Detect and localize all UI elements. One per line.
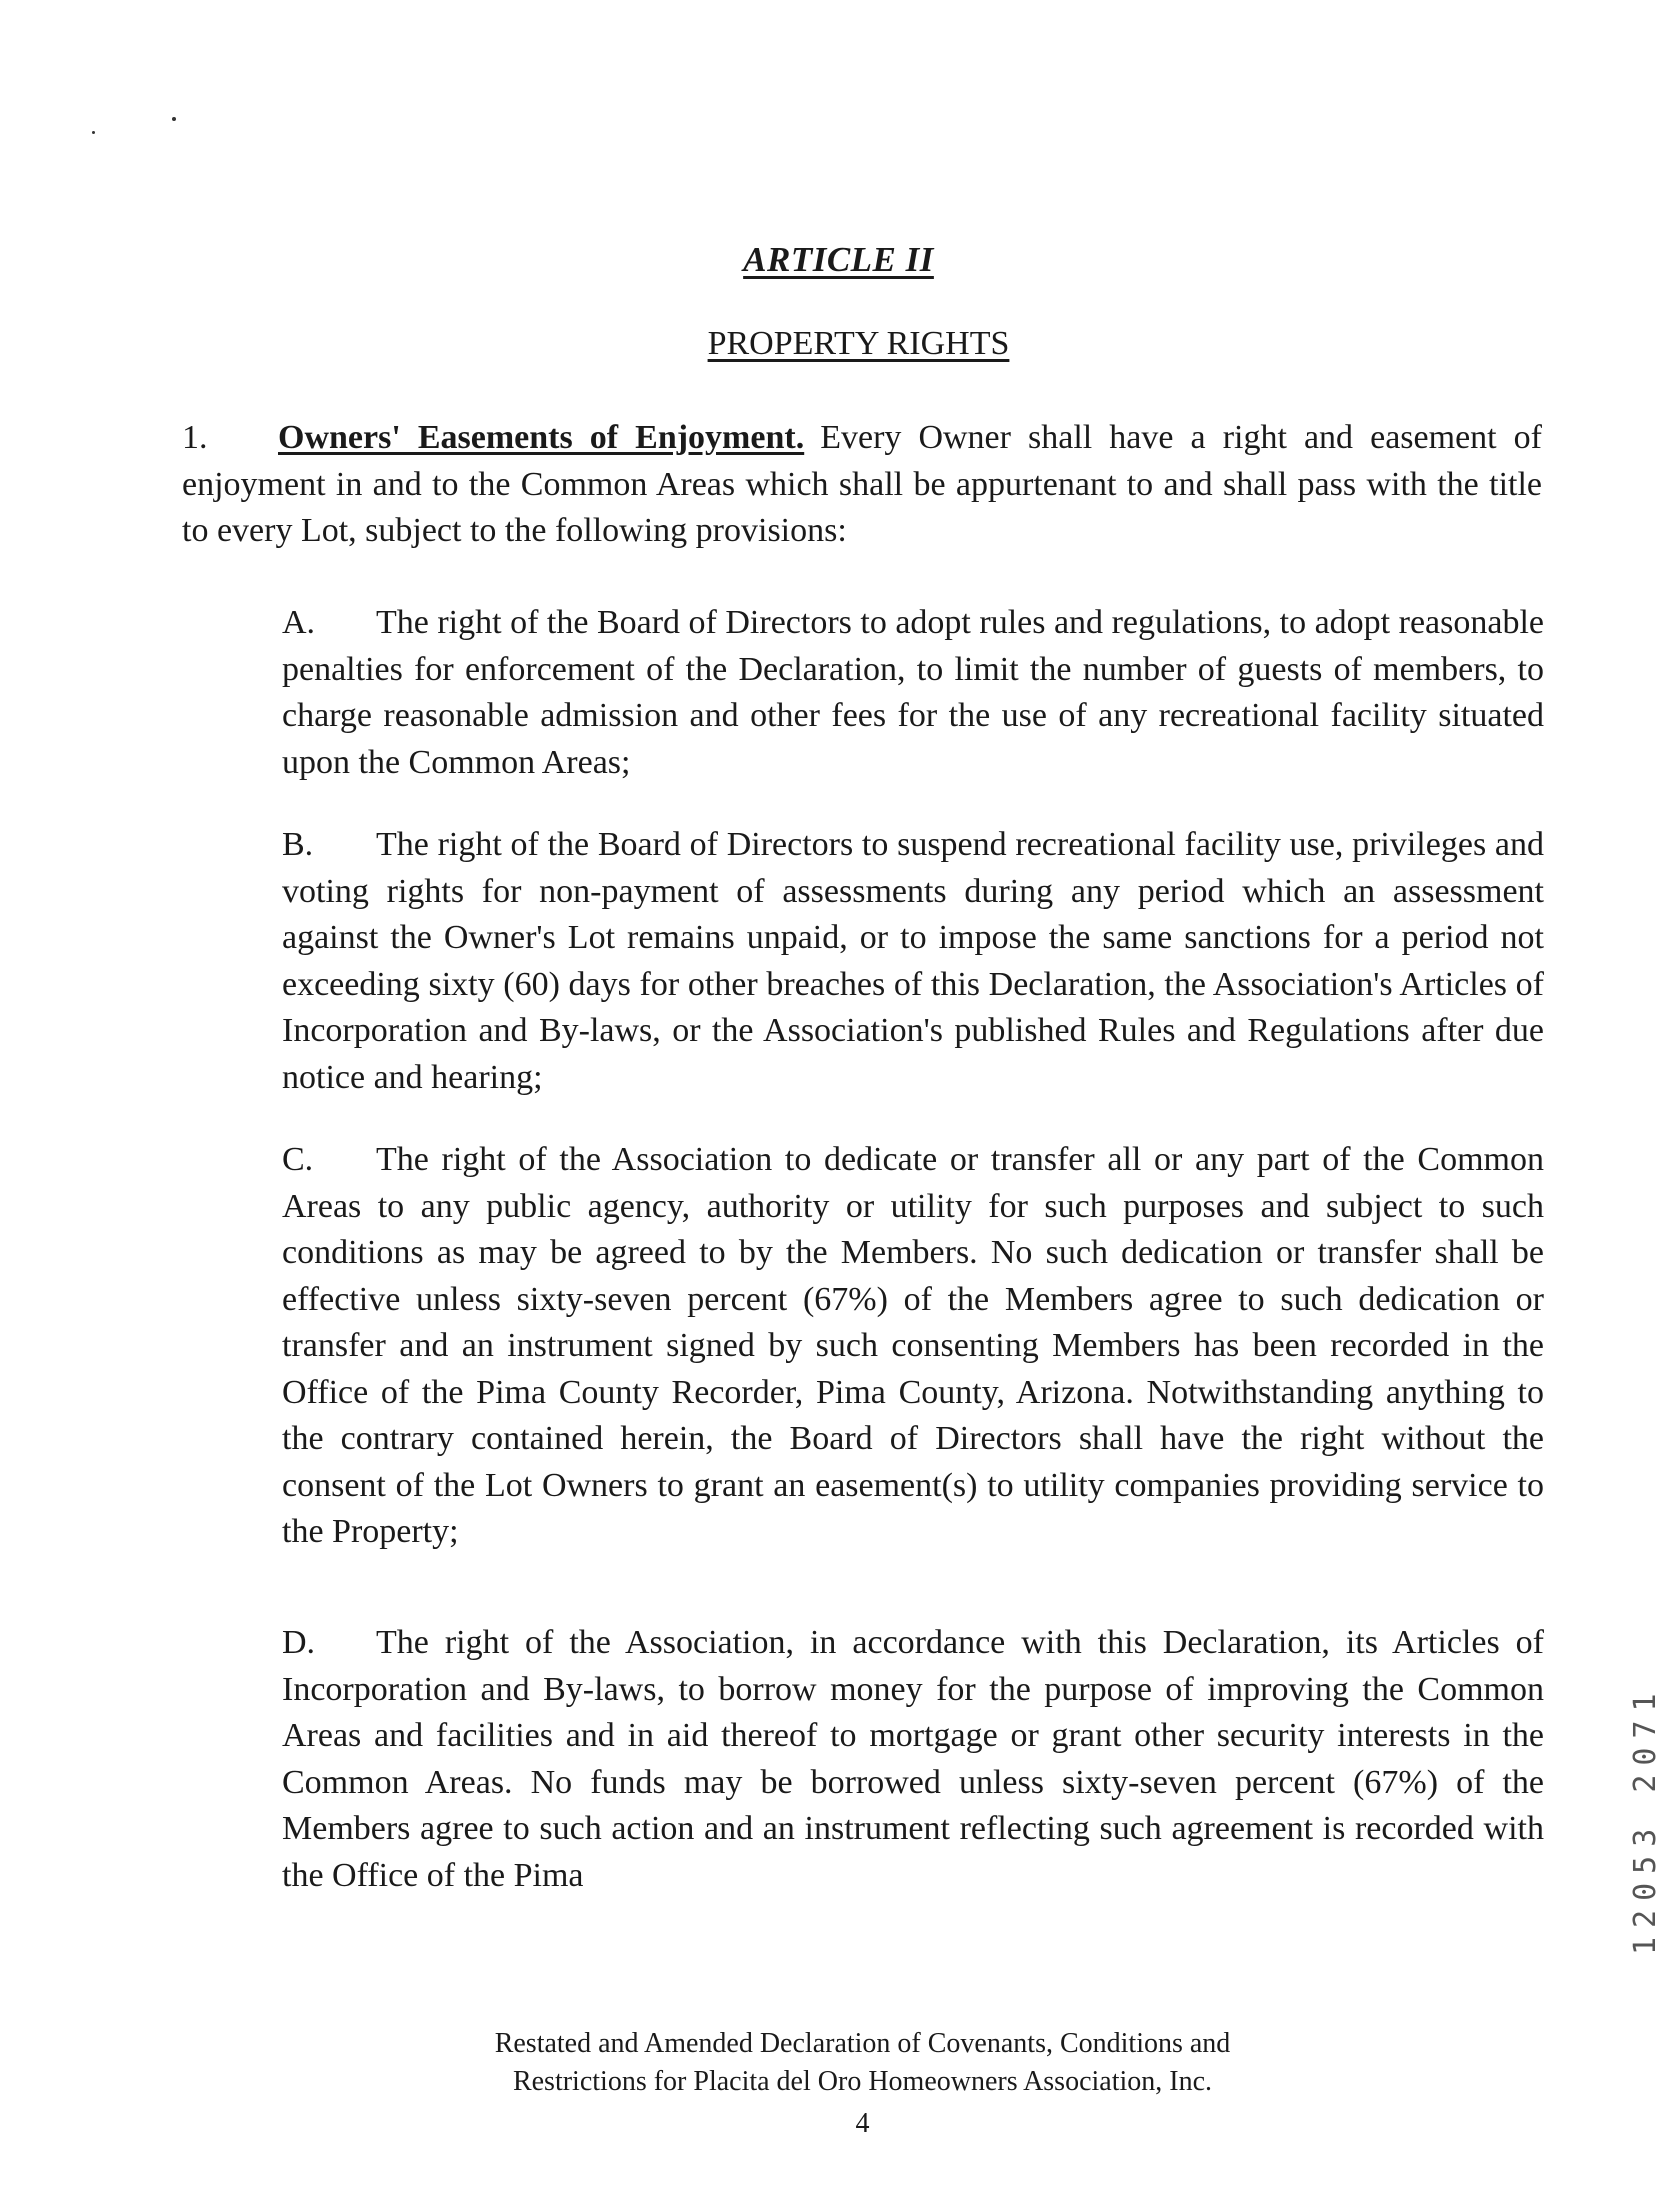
scan-speck <box>172 117 176 121</box>
provision-b <box>282 822 1544 1101</box>
article-title: ARTICLE II <box>743 240 934 279</box>
provision-letter: B. <box>282 826 314 863</box>
provision-a <box>282 600 1544 786</box>
page-number: 4 <box>855 2108 870 2139</box>
page-footer <box>0 2025 1677 2101</box>
article-subtitle: PROPERTY RIGHTS <box>707 325 1010 362</box>
section-text: Every Owner shall have a right and easement of enjoyment in and to the Common Areas which shall be appurtenant to and shall pass with the title to every Lot, subject to the following provisions: <box>182 419 1542 549</box>
provision-letter: D. <box>282 1624 316 1661</box>
provision-text: The right of the Association, in accordance with this Declaration, its Articles of Incorporation and By-laws, to borrow money for the purpose of improving the Common Areas and facilities and in aid thereof to mortgage or grant other security interests in the Common Areas. No funds may be borrowed unless sixty-seven percent (67%) of the Members agree to such action and an instrument reflecting such agreement is recorded with the Office of the Pima <box>282 1624 1544 1894</box>
section-heading: Owners' Easements of Enjoyment. <box>278 419 805 456</box>
footer-line-1: Restated and Amended Declaration of Covenants, Conditions and <box>494 2028 1231 2059</box>
provision-c <box>282 1137 1544 1556</box>
section-1 <box>182 415 1542 555</box>
provision-text: The right of the Board of Directors to adopt rules and regulations, to adopt reasonable penalties for enforcement of the Declaration, to limit the number of guests of members, to charge reasonable admission and other fees for the use of any recreational facility situated upon the Common Areas; <box>282 604 1544 781</box>
provision-d <box>282 1620 1544 1899</box>
provision-letter: C. <box>282 1141 314 1178</box>
footer-line-2: Restrictions for Placita del Oro Homeowners Association, Inc. <box>512 2066 1213 2097</box>
provision-letter: A. <box>282 604 316 641</box>
recording-stamp-text: 12053 2071 <box>1628 1684 1663 1955</box>
provision-text: The right of the Association to dedicate or transfer all or any part of the Common Areas to any public agency, authority or utility for such purposes and subject to such conditions as may be agreed to by the Members. No such dedication or transfer shall be effective unless sixty-seven percent (67%) of the Members agree to such dedication or transfer and an instrument signed by such consenting Members has been recorded in the Office of the Pima County Recorder, Pima County, Arizona. Notwithstanding anything to the contrary contained herein, the Board of Directors shall have the right without the consent of the Lot Owners to grant an easement(s) to utility companies providing service to the Property; <box>282 1141 1544 1550</box>
provision-text: The right of the Board of Directors to suspend recreational facility use, privileges and voting rights for non-payment of assessments during any period which an assessment against the Owner's Lot remains unpaid, or to impose the same sanctions for a period not exceeding sixty (60) days for other breaches of this Declaration, the Association's Articles of Incorporation and By-laws, or the Association's published Rules and Regulations after due notice and hearing; <box>282 826 1544 1096</box>
scan-speck <box>92 131 95 134</box>
section-number: 1. <box>182 419 208 456</box>
recording-stamp <box>1626 1575 1666 1955</box>
